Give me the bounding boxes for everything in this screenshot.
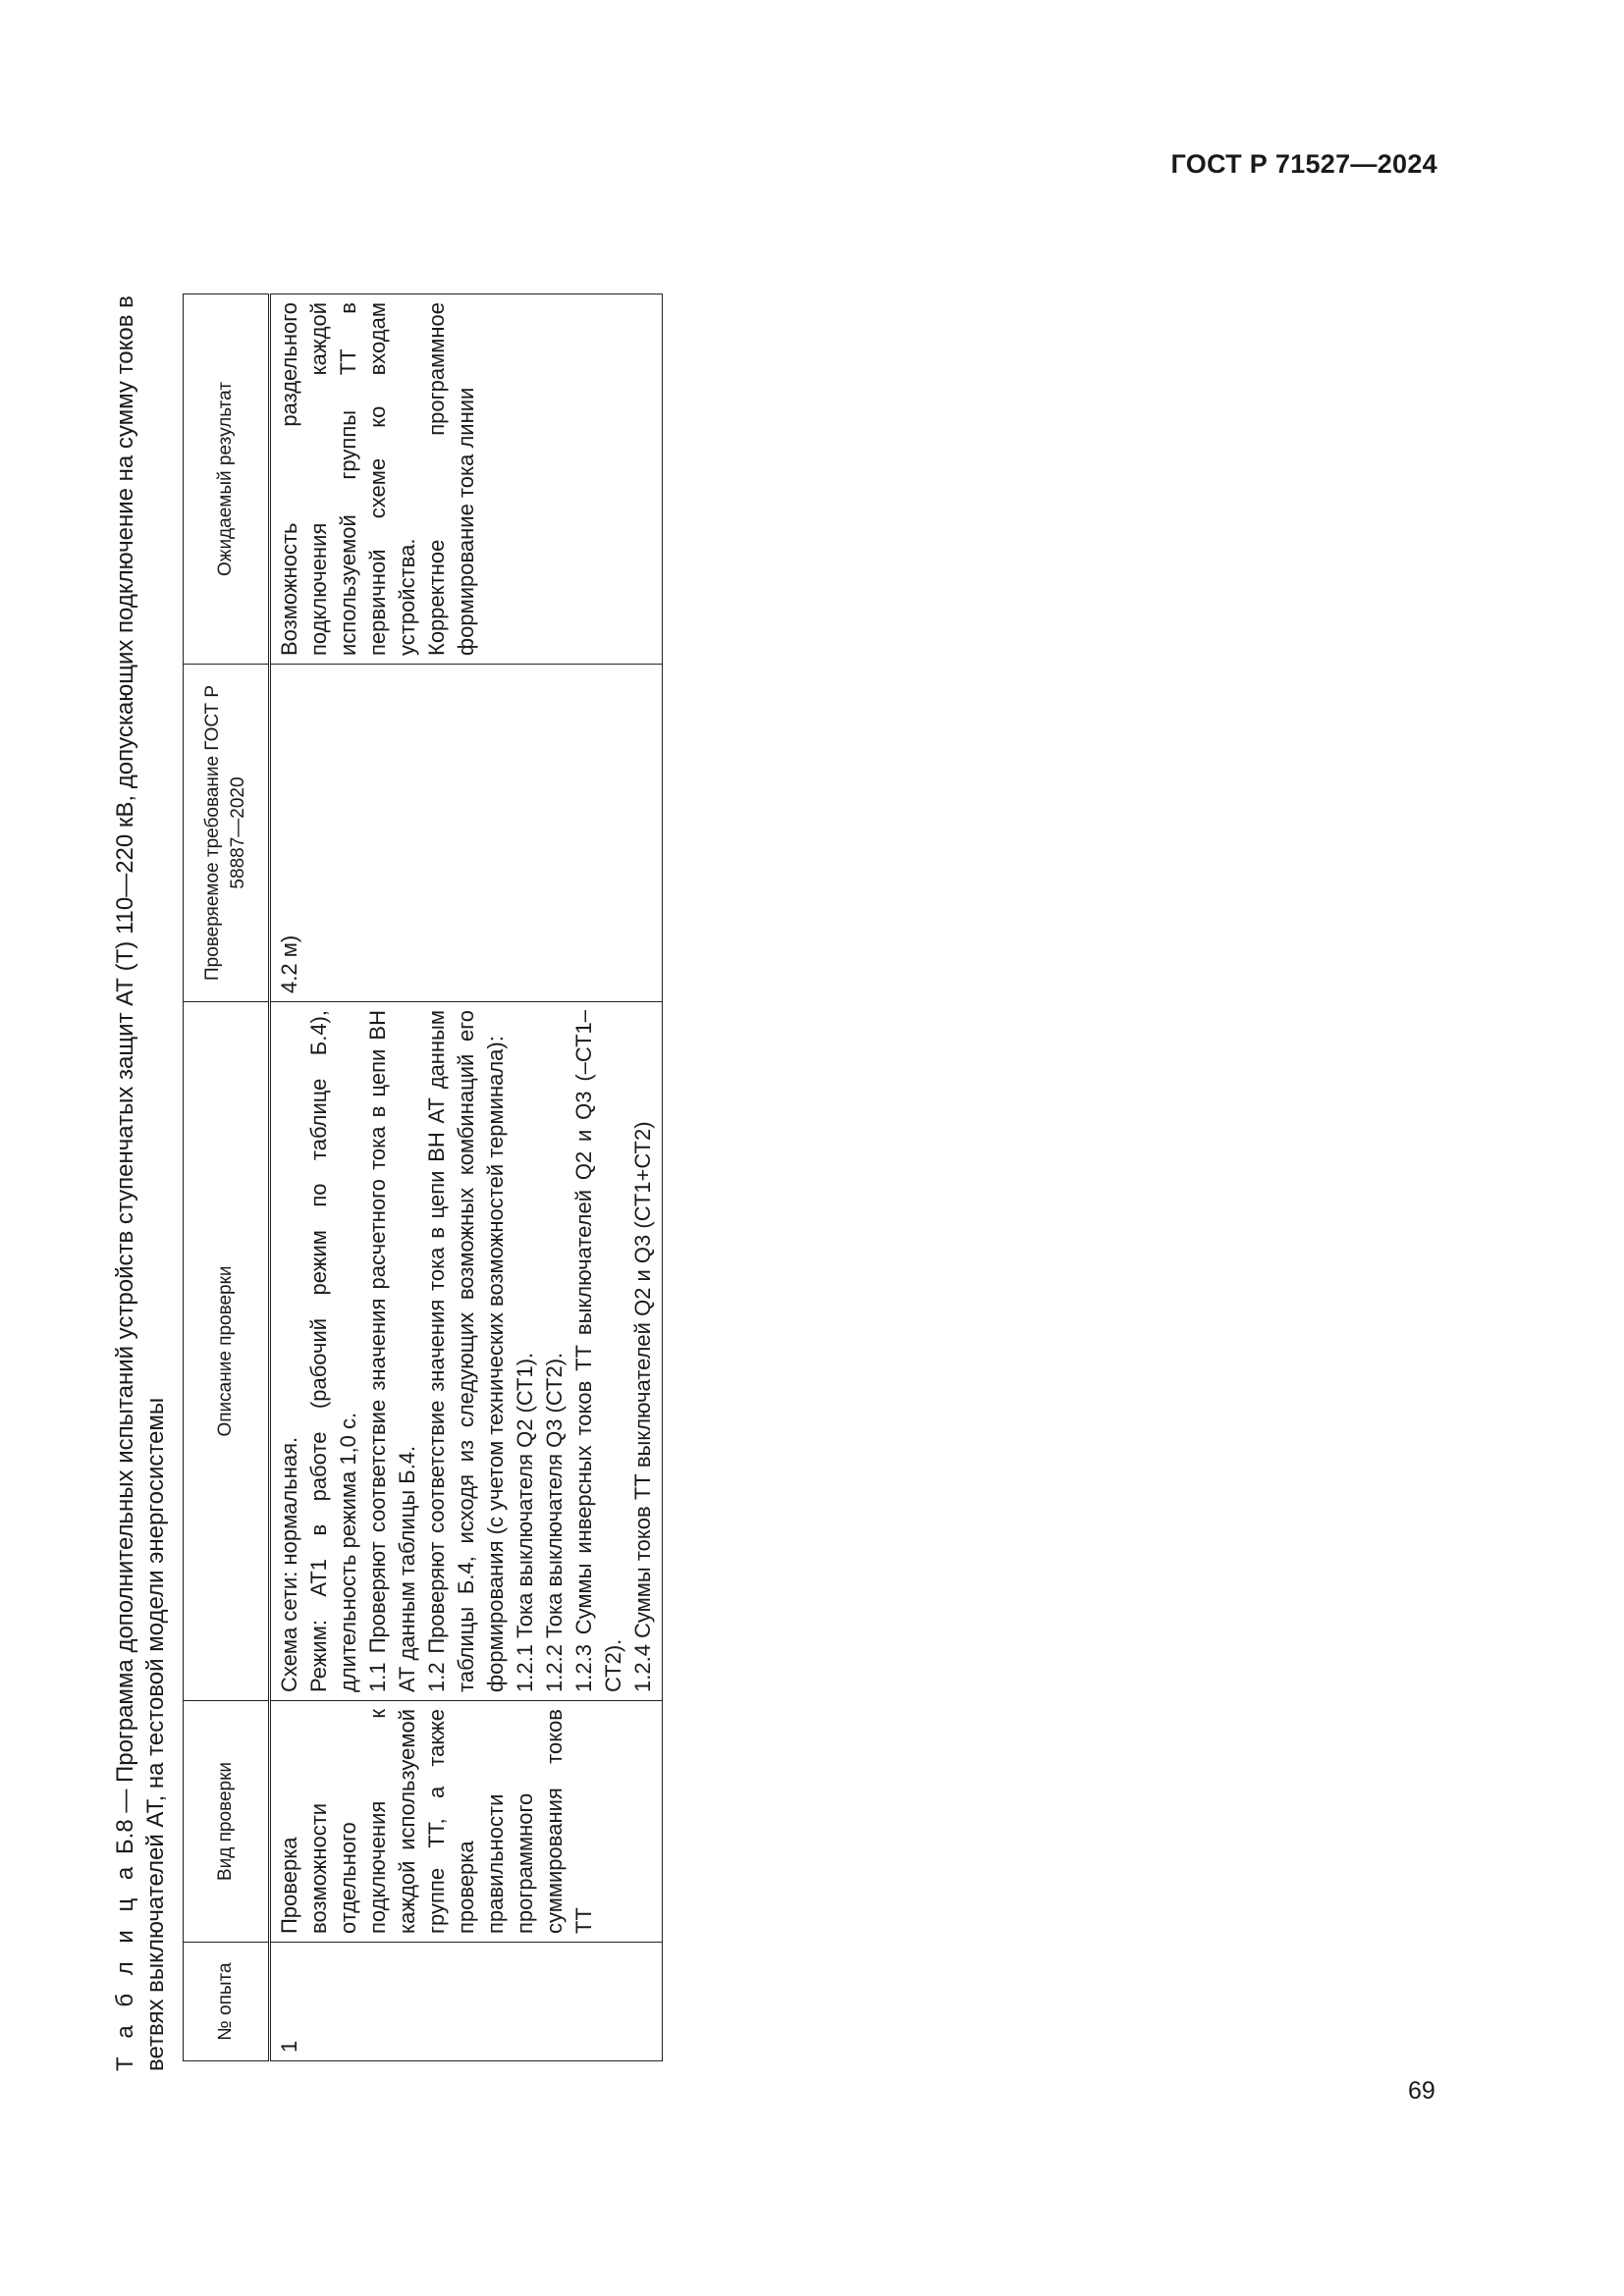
description-line: Схема сети: нормальная. bbox=[277, 1436, 301, 1692]
cell-description bbox=[270, 1002, 663, 1701]
caption-text: Б.8 — Программа дополнительных испытаний устройств ступенчатых защит АТ (Т) 110—220 кВ, допускающих подключение на сумму токов в ветвях выключателей АТ, на тестовой модели энергосистемы bbox=[112, 295, 169, 2071]
col-header-expected-result: Ожидаемый результат bbox=[184, 294, 270, 665]
page-number: 69 bbox=[1408, 2077, 1435, 2105]
col-header-requirement: Проверяемое требование ГОСТ Р 58887—2020 bbox=[184, 665, 270, 1002]
cell-test-number: 1 bbox=[270, 1943, 663, 2061]
document-code: ГОСТ Р 71527—2024 bbox=[1170, 149, 1437, 179]
cell-expected-result bbox=[270, 294, 663, 665]
expected-result-line: Возможность раздельного подключения каждой используемой группы ТТ в первичной схеме ко входам устройства. bbox=[277, 302, 419, 656]
expected-result-line: Корректное программное формирование тока линии bbox=[424, 302, 478, 656]
table-row bbox=[270, 294, 663, 2061]
caption-prefix: Т а б л и ц а bbox=[112, 1860, 138, 2071]
description-line: 1.2 Проверяют соответствие значения тока в цепи ВН АТ данным таблицы Б.4, исходя из следующих возможных комбинаций его формирования (с учетом технических возможностей терминала): bbox=[424, 1010, 508, 1692]
test-program-table bbox=[183, 294, 663, 2061]
col-header-check-type: Вид проверки bbox=[184, 1701, 270, 1943]
description-line: 1.2.4 Суммы токов ТТ выключателей Q2 и Q3 (СТ1+СТ2) bbox=[630, 1121, 655, 1692]
col-header-description: Описание проверки bbox=[184, 1002, 270, 1701]
cell-requirement: 4.2 м) bbox=[270, 665, 663, 1002]
table-caption bbox=[110, 226, 171, 2071]
rotated-table-block bbox=[110, 226, 699, 2071]
description-line: 1.2.1 Тока выключателя Q2 (СТ1). bbox=[513, 1352, 537, 1692]
cell-check-type: Проверка возможности отдельного подключения к каждой используемой группе ТТ, а также проверка правильности программного суммирования токов ТТ bbox=[270, 1701, 663, 1943]
description-line: 1.2.2 Тока выключателя Q3 (СТ2). bbox=[542, 1352, 567, 1692]
table-header-row bbox=[184, 294, 270, 2061]
description-line: 1.2.3 Суммы инверсных токов ТТ выключателей Q2 и Q3 (–СТ1–СТ2). bbox=[571, 1010, 625, 1692]
description-line: 1.1 Проверяют соответствие значения расчетного тока в цепи ВН АТ данным таблицы Б.4. bbox=[365, 1010, 419, 1692]
description-line: Режим: АТ1 в работе (рабочий режим по таблице Б.4), длительность режима 1,0 с. bbox=[306, 1010, 360, 1692]
col-header-test-number: № опыта bbox=[184, 1943, 270, 2061]
